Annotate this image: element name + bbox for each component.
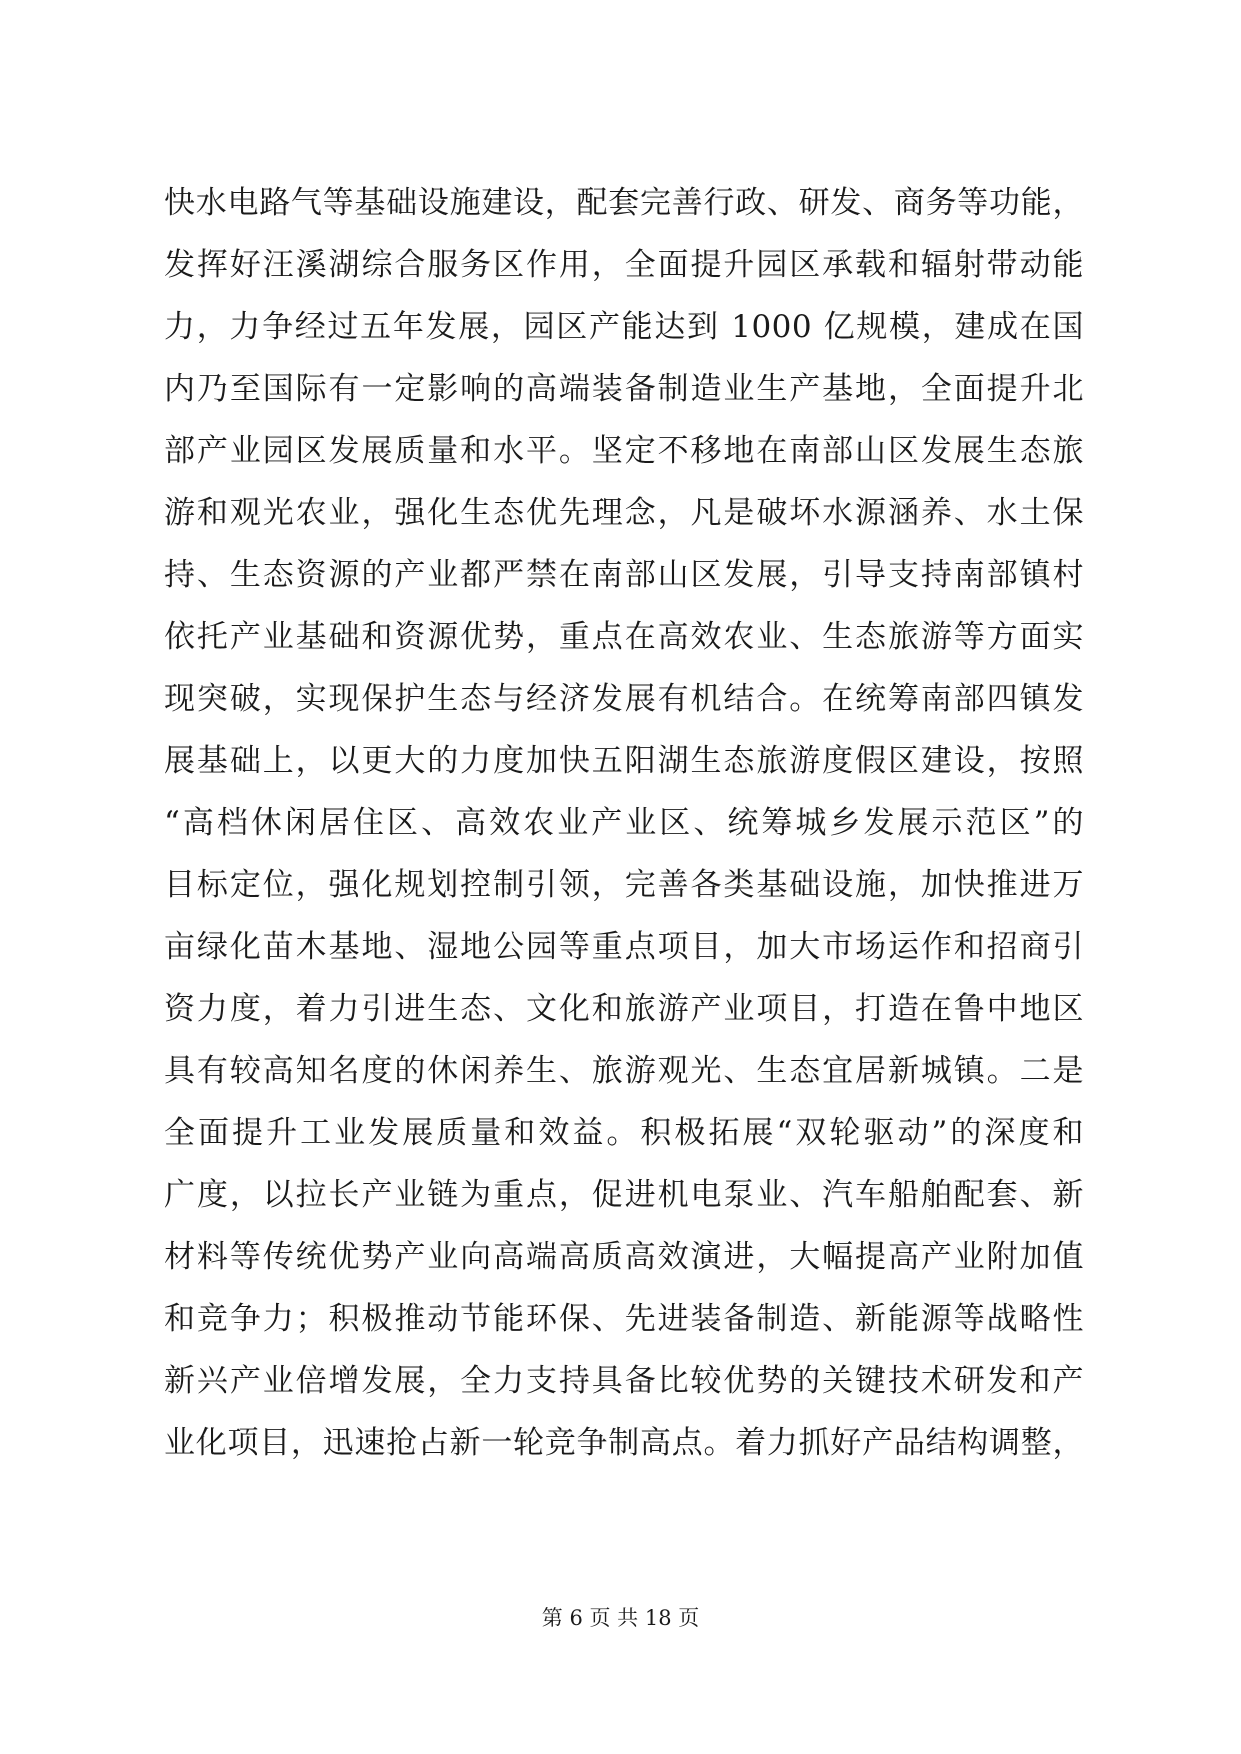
body-text (164, 172, 1084, 1474)
text-line: 展基础上，以更大的力度加快五阳湖生态旅游度假区建设，按照 (164, 743, 1084, 779)
text-line: 业化项目，迅速抢占新一轮竞争制高点。着力抓好产品结构调整， (164, 1425, 1084, 1461)
text-line: “高档休闲居住区、高效农业产业区、统筹城乡发展示范区”的 (164, 805, 1084, 841)
text-line: 亩绿化苗木基地、湿地公园等重点项目，加大市场运作和招商引 (164, 929, 1084, 965)
text-line: 材料等传统优势产业向高端高质高效演进，大幅提高产业附加值 (164, 1239, 1084, 1275)
text-line: 全面提升工业发展质量和效益。积极拓展“双轮驱动”的深度和 (164, 1115, 1084, 1151)
text-line: 具有较高知名度的休闲养生、旅游观光、生态宜居新城镇。二是 (164, 1053, 1084, 1089)
text-line: 资力度，着力引进生态、文化和旅游产业项目，打造在鲁中地区 (164, 991, 1084, 1027)
text-line: 力，力争经过五年发展，园区产能达到 1000 亿规模，建成在国 (164, 309, 1084, 345)
text-line: 依托产业基础和资源优势，重点在高效农业、生态旅游等方面实 (164, 619, 1084, 655)
text-line: 目标定位，强化规划控制引领，完善各类基础设施，加快推进万 (164, 867, 1084, 903)
page-number-footer: 第 6 页 共 18 页 (541, 1606, 700, 1630)
text-line: 广度，以拉长产业链为重点，促进机电泵业、汽车船舶配套、新 (164, 1177, 1084, 1213)
text-line: 内乃至国际有一定影响的高端装备制造业生产基地，全面提升北 (164, 371, 1084, 407)
text-line: 快水电路气等基础设施建设，配套完善行政、研发、商务等功能， (164, 185, 1084, 221)
text-line: 游和观光农业，强化生态优先理念，凡是破坏水源涵养、水土保 (164, 495, 1084, 531)
text-line: 部产业园区发展质量和水平。坚定不移地在南部山区发展生态旅 (164, 433, 1084, 469)
text-line: 发挥好汪溪湖综合服务区作用，全面提升园区承载和辐射带动能 (164, 247, 1084, 283)
text-line: 现突破，实现保护生态与经济发展有机结合。在统筹南部四镇发 (164, 681, 1084, 717)
text-line: 持、生态资源的产业都严禁在南部山区发展，引导支持南部镇村 (164, 557, 1084, 593)
text-line: 新兴产业倍增发展，全力支持具备比较优势的关键技术研发和产 (164, 1363, 1084, 1399)
text-line: 和竞争力；积极推动节能环保、先进装备制造、新能源等战略性 (164, 1301, 1084, 1337)
